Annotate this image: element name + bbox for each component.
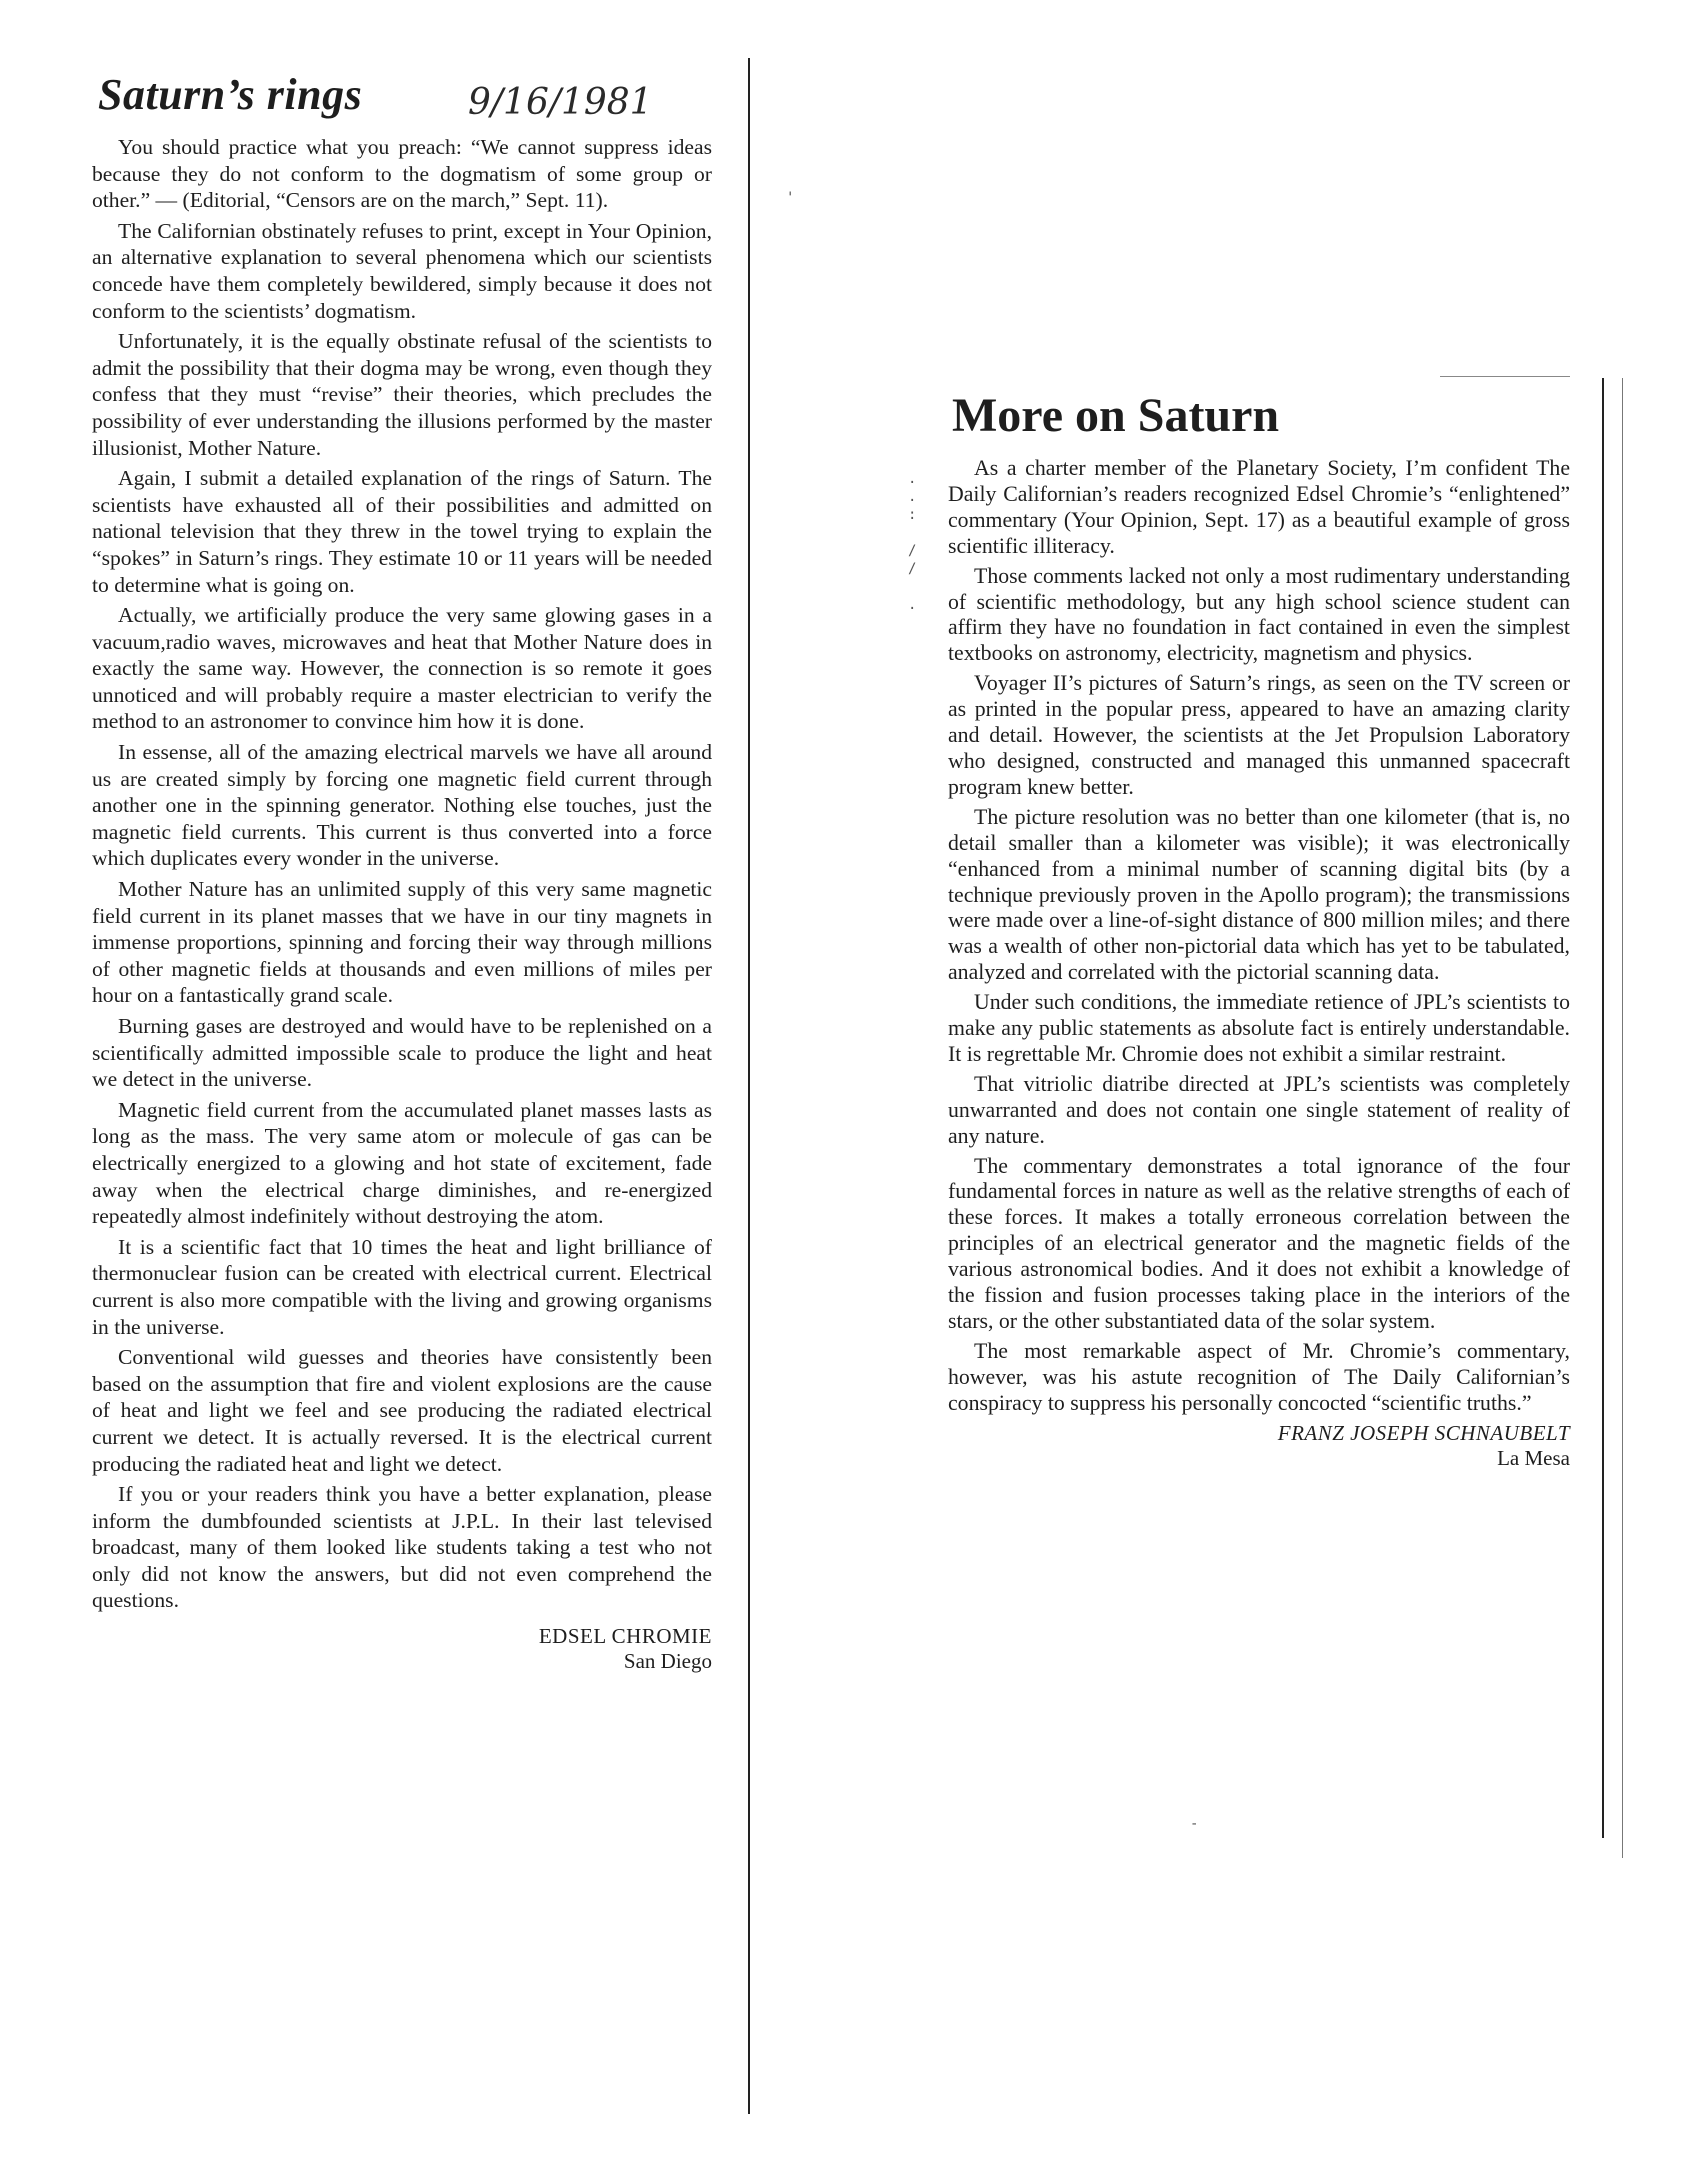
left-signature-name: EDSEL CHROMIE (538, 1624, 712, 1649)
right-paragraph-4: The picture resolution was no better than one kilometer (that is, no detail smaller than a kilometer was visible); it was electronically “enhanced from a minimal number of scanning digital bits (by a technique previously proven in the Apollo program); the transmissions were made over a line-of-sight distance of 800 million miles; and there was a wealth of other non-pictorial data which has yet to be tabulated, analyzed and correlated with the pictorial scanning data. (948, 804, 1570, 985)
column-rule-right (1602, 378, 1604, 1838)
left-paragraph-4: Again, I submit a detailed explanation of the rings of Saturn. The scientists have exhausted all of their possibilities and admitted on national television that they threw in the towel trying to explain the “spokes” in Saturn’s rings. They estimate 10 or 11 years will be needed to determine what is going on. (92, 466, 712, 597)
right-paragraph-5: Under such conditions, the immediate retience of JPL’s scientists to make any public statements as absolute fact is entirely understandable. It is regrettable Mr. Chromie does not exhibit a similar restraint. (948, 990, 1570, 1066)
clipping-edge-top (1440, 376, 1570, 377)
right-paragraph-2: Those comments lacked not only a most rudimentary understanding of scientific methodology, but any high school science student can affirm they have no foundation in fact contained in even the simplest textbooks on astronomy, electricity, magnetism and physics. (948, 563, 1570, 666)
left-paragraph-2: The Californian obstinately refuses to print, except in Your Opinion, an alternative explanation to several phenomena which our scientists concede have them completely bewildered, simply because it does not conform to the scientists’ dogmatism. (92, 218, 712, 323)
left-signature-place: San Diego (623, 1649, 712, 1674)
left-paragraph-12: If you or your readers think you have a better explanation, please inform the dumbfounded scientists at J.P.L. In their last televised broadcast, many of them looked like students taking a test who not only did not know the answers, but did not even comprehend the questions. (92, 1482, 712, 1613)
right-signature-name: FRANZ JOSEPH SCHNAUBELT (1277, 1420, 1570, 1445)
right-letter-clipping (948, 388, 1570, 1471)
right-paragraph-6: That vitriolic diatribe directed at JPL’s scientists was completely unwarranted and does not contain one single statement of reality of any nature. (948, 1071, 1570, 1148)
scan-artifact-dash: - (1190, 1816, 1199, 1832)
right-paragraph-3: Voyager II’s pictures of Saturn’s rings, as seen on the TV screen or as printed in the popular press, appeared to have an amazing clarity and detail. However, the scientists at the Jet Propulsion Laboratory who designed, constructed and managed this unmanned spacecraft program knew better. (948, 671, 1570, 799)
right-paragraph-7: The commentary demonstrates a total ignorance of the four fundamental forces in nature as well as the relative strengths of each of these forces. It makes a totally erroneous correlation between the principles of an electrical generator and the magnetic fields of the various astronomical bodies. And it does not exhibit a knowledge of the fission and fusion processes taking place in the interiors of the stars, or the other substantiated data of the solar system. (948, 1153, 1570, 1333)
left-paragraph-3: Unfortunately, it is the equally obstinate refusal of the scientists to admit the possibility that their dogma may be wrong, even though they confess that they must “revise” their theories, which precludes the possibility of ever understanding the illusions performed by the master illusionist, Mother Nature. (92, 329, 712, 460)
left-paragraph-6: In essense, all of the amazing electrical marvels we have all around us are created simply by forcing one magnetic field current through another one in the spinning generator. Nothing else touches, just the magnetic field currents. This current is thus converted into a force which duplicates every wonder in the universe. (92, 740, 712, 871)
left-paragraph-1: You should practice what you preach: “We cannot suppress ideas because they do not conform to the dogmatism of some group or other.” — (Editorial, “Censors are on the march,” Sept. 11). (92, 135, 712, 213)
clipping-edge-right (1622, 378, 1623, 1858)
column-rule-left (748, 58, 750, 2114)
right-article-title: More on Saturn (952, 389, 1280, 442)
right-signature-place: La Mesa (1497, 1445, 1570, 1470)
left-paragraph-10: It is a scientific fact that 10 times the heat and light brilliance of thermonuclear fusion can be created with electrical current. Electrical current is also more compatible with the living and growing organisms in the universe. (92, 1234, 712, 1339)
scan-artifact-marks: . . : / / . (908, 471, 917, 613)
scan-artifact-dot: ' (786, 190, 795, 206)
left-paragraph-11: Conventional wild guesses and theories have consistently been based on the assumption that fire and violent explosions are the cause of heat and light we feel and see producing the radiated electrical current we detect. It is actually reversed. It is the electrical current producing the radiated heat and light we detect. (92, 1345, 712, 1476)
right-paragraph-1: As a charter member of the Planetary Society, I’m confident The Daily Californian’s readers recognized Edsel Chromie’s “enlightened” commentary (Your Opinion, Sept. 17) as a beautiful example of gross scientific illiteracy. (948, 456, 1570, 558)
left-article-title: Saturn’s rings (98, 70, 363, 119)
handwritten-date: 9/16/1981 (468, 82, 653, 123)
left-letter-clipping (92, 68, 712, 1674)
left-paragraph-7: Mother Nature has an unlimited supply of this very same magnetic field current in its planet masses that we have in our tiny magnets in immense proportions, spinning and forcing their way through millions of other magnetic fields at thousands and even millions of miles per hour on a fantastically grand scale. (92, 877, 712, 1008)
left-paragraph-8: Burning gases are destroyed and would have to be replenished on a scientifically admitted impossible scale to produce the light and heat we detect in the universe. (92, 1014, 712, 1092)
left-paragraph-9: Magnetic field current from the accumulated planet masses lasts as long as the mass. The very same atom or molecule of gas can be electrically energized to a glowing and hot state of excitement, fade away when the electrical charge diminishes, and re-energized repeatedly almost indefinitely without destroying the atom. (92, 1097, 712, 1229)
right-paragraph-8: The most remarkable aspect of Mr. Chromie’s commentary, however, was his astute recognition of The Daily Californian’s conspiracy to suppress his personally concocted “scientific truths.” (948, 1338, 1570, 1415)
left-paragraph-5: Actually, we artificially produce the very same glowing gases in a vacuum,radio waves, microwaves and heat that Mother Nature does in exactly the same way. However, the connection is so remote it goes unnoticed and will probably require a master electrician to verify the method to an astronomer to convince him how it is done. (92, 603, 712, 734)
